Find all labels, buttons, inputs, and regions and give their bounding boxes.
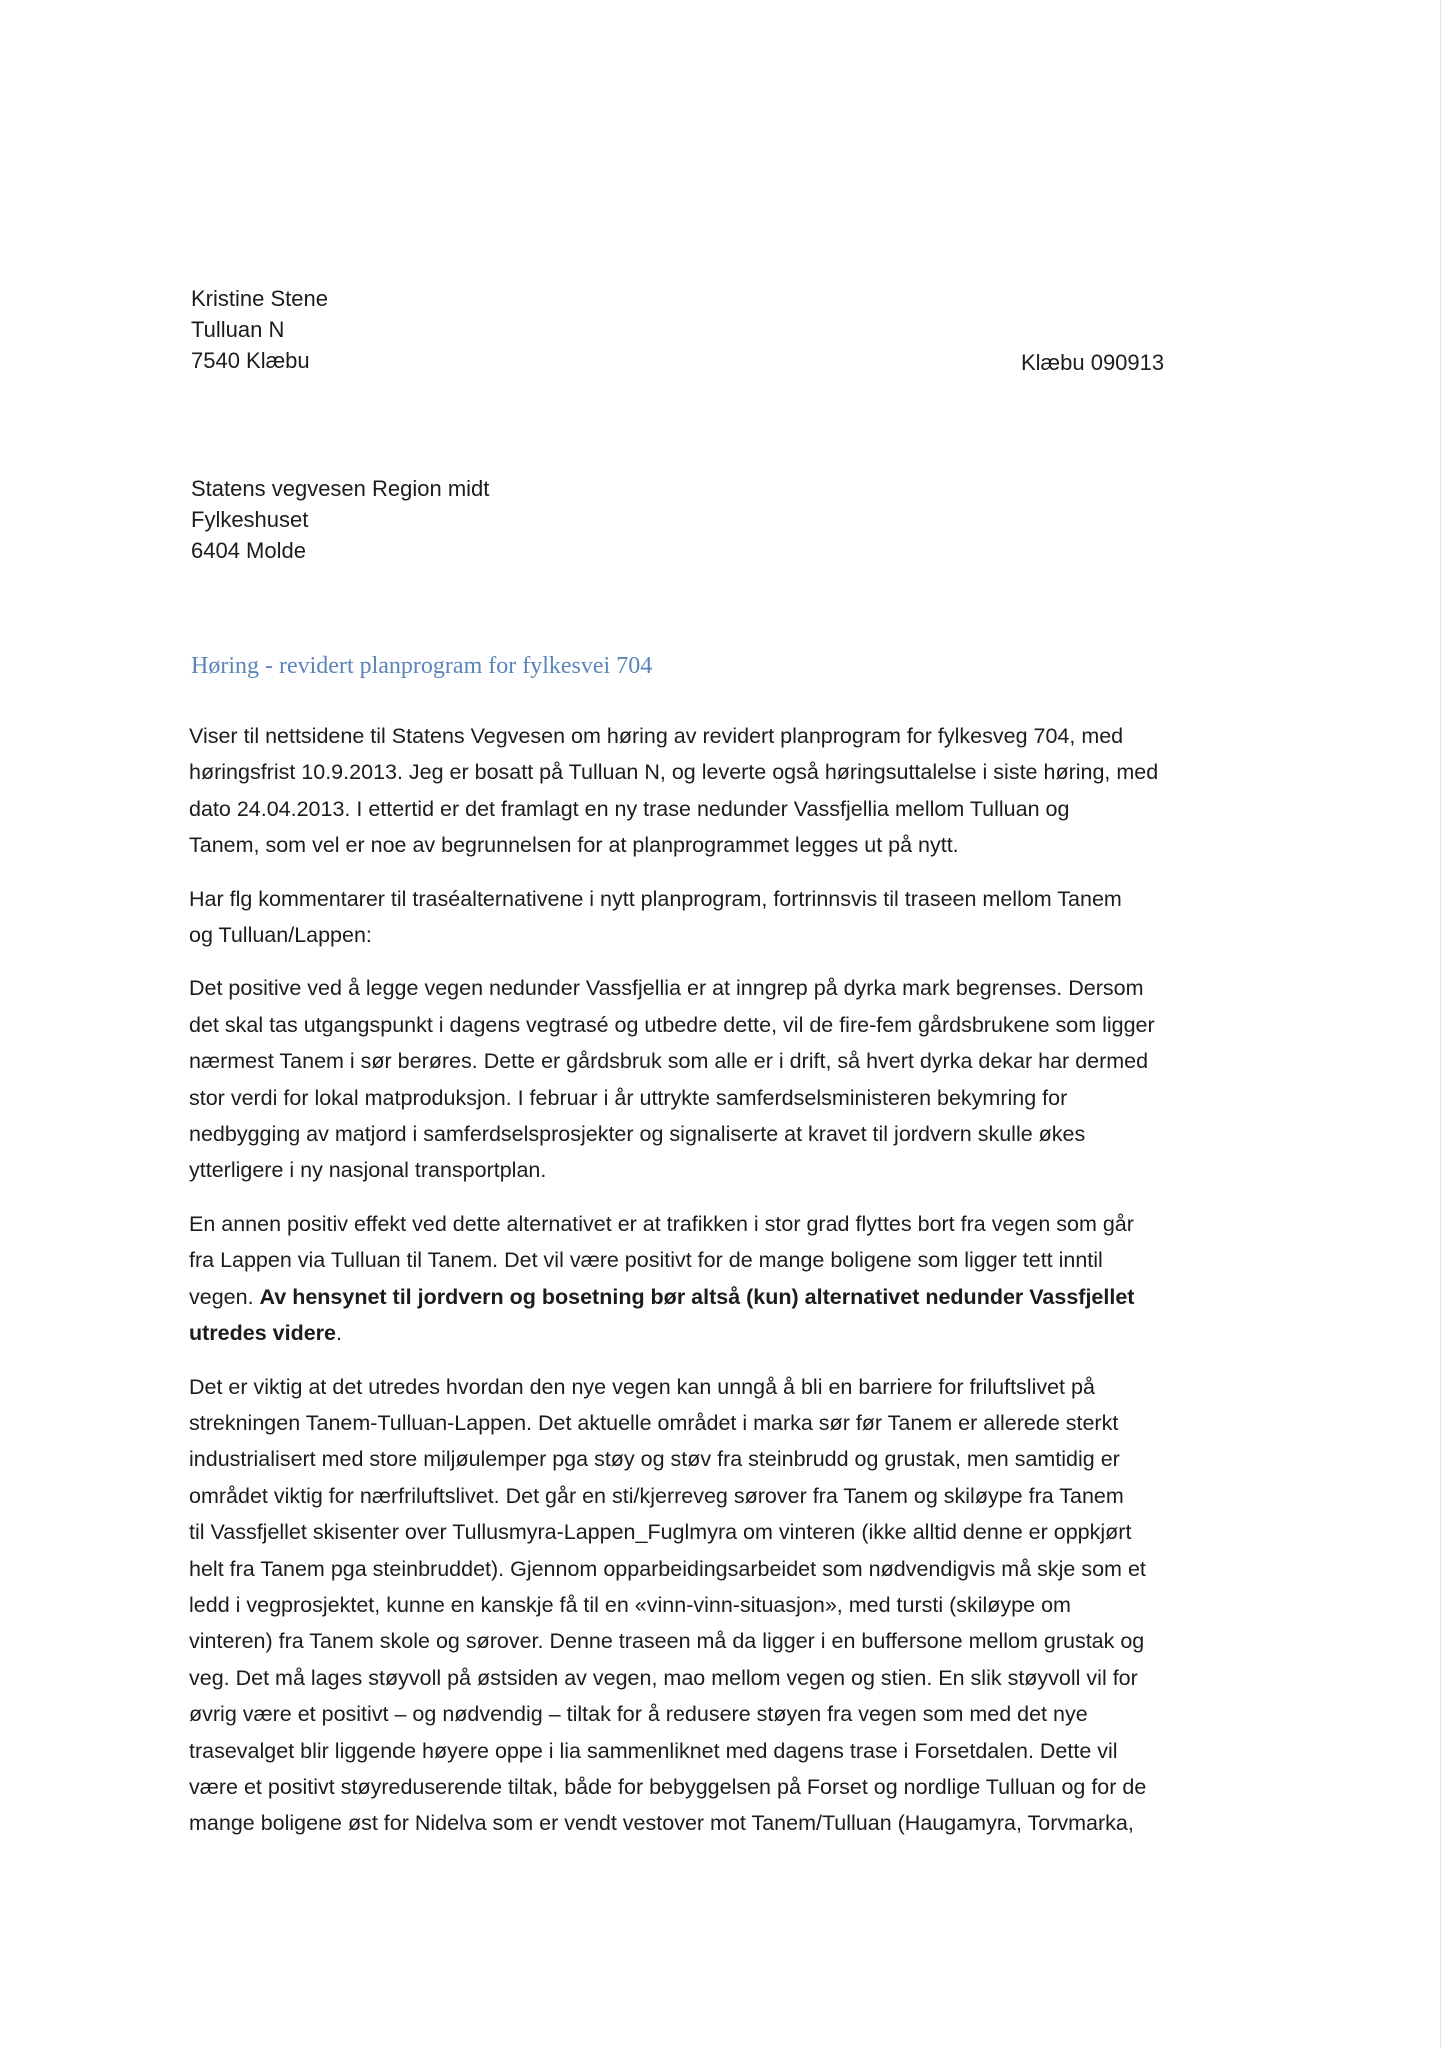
sender-block — [191, 283, 328, 376]
text-line: Har flg kommentarer til traséalternativene i nytt planprogram, fortrinnsvis til traseen mellom Tanem — [189, 886, 1122, 911]
paragraph-intro — [189, 718, 1261, 864]
text-line: Det positive ved å legge vegen nedunder Vassfjellia er at inngrep på dyrka mark begrenses. Dersom — [189, 976, 1144, 1001]
text-line: ledd i vegprosjektet, kunne en kanskje få til en «vinn-vinn-situasjon», med tursti (skiløype om — [189, 1592, 1071, 1617]
recipient-org: Statens vegvesen Region midt — [191, 476, 490, 501]
text-line: vinteren) fra Tanem skole og sørover. Denne traseen må da ligger i en buffersone mellom grustak og — [189, 1629, 1145, 1654]
text-line: stor verdi for lokal matproduksjon. I februar i år uttrykte samferdselsministeren bekymring for — [189, 1085, 1068, 1110]
paragraph-traffic-effect — [189, 1206, 1261, 1352]
plain-text: vegen. — [189, 1284, 260, 1309]
text-line: En annen positiv effekt ved dette alternativet er at trafikken i stor grad flyttes bort fra vegen som går — [189, 1211, 1134, 1236]
text-line-mixed — [189, 1279, 1261, 1315]
place-date: Klæbu 090913 — [1021, 350, 1165, 375]
text-line-mixed — [189, 1315, 1261, 1351]
text-line: dato 24.04.2013. I ettertid er det framlagt en ny trase nedunder Vassfjellia mellom Tulluan og — [189, 796, 1070, 821]
paragraph-comments-intro — [189, 881, 1261, 954]
paragraph-positive-farmland — [189, 970, 1261, 1188]
text-line: veg. Det må lages støyvoll på østsiden av vegen, mao mellom vegen og stien. En slik støyvoll vil for — [189, 1665, 1138, 1690]
text-line: være et positivt støyreduserende tiltak, både for bebyggelsen på Forset og nordlige Tulluan og for de — [189, 1774, 1147, 1799]
sender-postal: 7540 Klæbu — [191, 348, 310, 373]
bold-conclusion: utredes videre — [189, 1321, 336, 1346]
recipient-building: Fylkeshuset — [191, 507, 309, 532]
text-line: og Tulluan/Lappen: — [189, 923, 372, 948]
text-line: det skal tas utgangspunkt i dagens vegtrasé og utbedre dette, vil de fire-fem gårdsbrukene som ligger — [189, 1012, 1155, 1037]
recipient-block — [191, 473, 489, 566]
sender-name: Kristine Stene — [191, 286, 328, 311]
text-line: strekningen Tanem-Tulluan-Lappen. Det aktuelle området i marka sør før Tanem er allerede sterkt — [189, 1410, 1119, 1435]
text-line: nærmest Tanem i sør berøres. Dette er gårdsbruk som alle er i drift, så hvert dyrka dekar har dermed — [189, 1049, 1149, 1074]
text-line: høringsfrist 10.9.2013. Jeg er bosatt på Tulluan N, og leverte også høringsuttalelse i siste høring, med — [189, 760, 1159, 785]
text-line: øvrig være et positivt – og nødvendig – tiltak for å redusere støyen fra vegen som med det nye — [189, 1702, 1088, 1727]
text-line: fra Lappen via Tulluan til Tanem. Det vil være positivt for de mange boligene som ligger tett inntil — [189, 1248, 1103, 1273]
text-line: nedbygging av matjord i samferdselsprosjekter og signaliserte at kravet til jordvern skulle økes — [189, 1122, 1086, 1147]
recipient-postal: 6404 Molde — [191, 538, 306, 563]
text-line: mange boligene øst for Nidelva som er vendt vestover mot Tanem/Tulluan (Haugamyra, Torvmarka, — [189, 1811, 1134, 1836]
letter-subject: Høring - revidert planprogram for fylkesvei 704 — [191, 653, 653, 679]
text-line: til Vassfjellet skisenter over Tullusmyra-Lappen_Fuglmyra om vinteren (ikke alltid denne er oppkjørt — [189, 1520, 1132, 1545]
text-line: Det er viktig at det utredes hvordan den nye vegen kan unngå å bli en barriere for friluftslivet på — [189, 1374, 1095, 1399]
letter-body — [189, 718, 1261, 1859]
paragraph-recreation-barrier — [189, 1369, 1261, 1842]
bold-conclusion: Av hensynet til jordvern og bosetning bør altså (kun) alternativet nedunder Vassfjellet — [259, 1284, 1135, 1309]
scan-edge-line — [1440, 0, 1441, 2048]
text-line: området viktig for nærfriluftslivet. Det går en sti/kjerreveg sørover fra Tanem og skiløype fra Tanem — [189, 1483, 1124, 1508]
sender-address: Tulluan N — [191, 317, 285, 342]
plain-text: . — [335, 1321, 342, 1346]
text-line: ytterligere i ny nasjonal transportplan. — [189, 1158, 547, 1183]
text-line: trasevalget blir liggende høyere oppe i lia sammenliknet med dagens trase i Forsetdalen. Dette vil — [189, 1738, 1118, 1763]
text-line: Viser til nettsidene til Statens Vegvesen om høring av revidert planprogram for fylkesveg 704, med — [189, 724, 1124, 748]
text-line: industrialisert med store miljøulemper pga støy og støv fra steinbrudd og grustak, men samtidig er — [189, 1447, 1120, 1472]
text-line: helt fra Tanem pga steinbruddet). Gjennom opparbeidingsarbeidet som nødvendigvis må skje som et — [189, 1556, 1146, 1581]
text-line: Tanem, som vel er noe av begrunnelsen for at planprogrammet legges ut på nytt. — [189, 833, 959, 858]
